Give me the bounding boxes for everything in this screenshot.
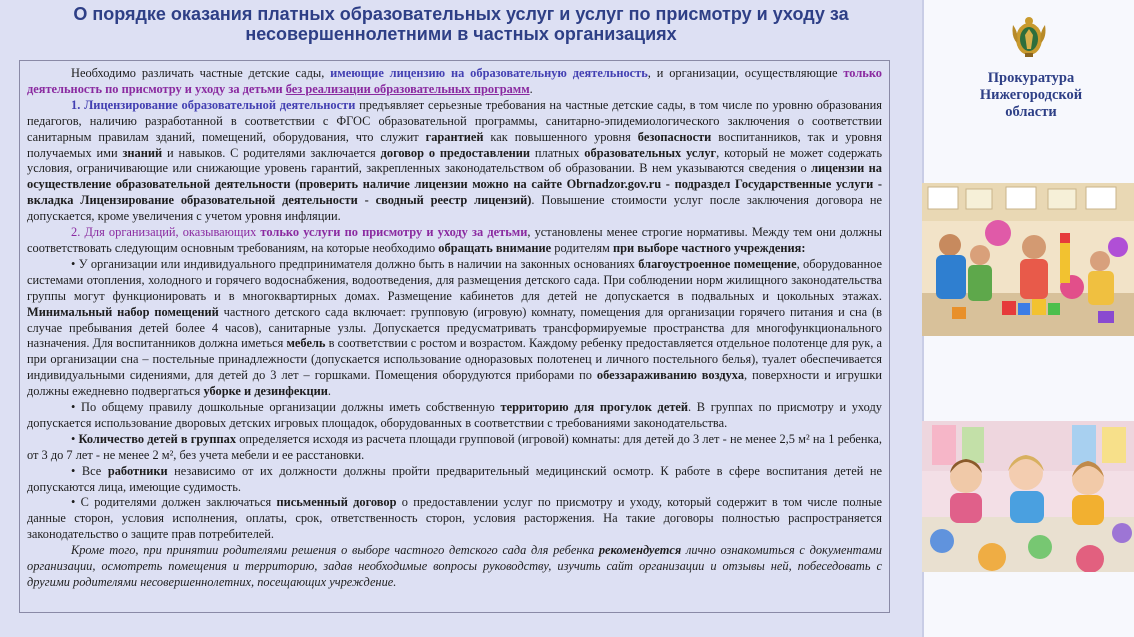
page-title-line2: несовершеннолетними в частных организациях: [245, 24, 677, 44]
paragraph-recommendation: [27, 543, 882, 591]
bullet-staff: [27, 464, 882, 496]
bold-fragment: благоустроенное помещение: [638, 256, 797, 271]
text-fragment: Кроме того, при принятии родителями решения о выборе частного детского сада для ребенка: [71, 543, 599, 558]
bullet-contract: [27, 495, 882, 543]
bold-fragment: договор о предоставлении: [380, 145, 531, 160]
organization-line: области: [1005, 104, 1057, 120]
bold-fragment: территорию для прогулок детей: [500, 400, 689, 415]
text-fragment: и навыков. С родителями заключается: [162, 145, 381, 160]
text-fragment: , и организации, осуществляющие: [647, 66, 844, 80]
paragraph-intro: [27, 66, 882, 98]
license-check-instructions: лицензии на осуществление образовательной деятельности (проверить наличие лицензии можно на сайте Obrnadzor.gov.ru - подраздел Государственные услуги - вкладка Лицензирование образовательной деятельности - сводный реестр лицензий): [27, 161, 882, 208]
text-fragment: •: [71, 431, 79, 446]
text-fragment: предъявляет серьезные требования на частные детские сады, в том числе по уровню образования педагогов, наличию разработанной в соответствии с ФГОС образовательной программы, санитарно-эпидемиологического заключения о соответствии санитарным правилам зданий, помещений, оборудования, что служит: [27, 97, 882, 144]
text-fragment: воспитанников, так и уровня получаемых ими: [27, 129, 883, 160]
highlight-care-only: только деятельность по присмотру и уходу за детьми: [27, 66, 883, 96]
bold-fragment: рекомендуется: [598, 543, 682, 558]
bold-fragment: образовательных услуг: [584, 145, 717, 160]
text-fragment: . Повышение стоимости услуг после заключения договора не допускается, кроме увеличения с учетом уровня инфляции.: [27, 193, 882, 224]
bold-fragment: Количество детей в группах: [78, 431, 237, 446]
bold-fragment: письменный договор: [276, 495, 397, 510]
bold-fragment: безопасности: [637, 129, 712, 144]
text-fragment: , поверхности и игрушки должны ежедневно подвергаться: [27, 368, 882, 399]
text-fragment: родителям: [551, 240, 613, 255]
highlight-licensed: имеющие лицензию на образовательную деятельность: [330, 66, 648, 80]
text-fragment: частного детского сада включает: групповую (игровую) комнату, помещения для организации горячего питания и сна (в случае пребывания детей более 4 часов), санитарные узлы. Допускается предусматривать трансформируемые пространства для многофункционального назначения. Для воспитанников должна иметься: [27, 304, 883, 351]
organization-line: Нижегородской: [979, 87, 1083, 103]
text-fragment: в соответствии с ростом и возрастом. Каждому ребенку предоставляется отдельное полотенце для рук, а при организации сна – постельные принадлежности (допускается использование одноразовых полотенец и личного постельного белья), туалет обеспечивается индивидуальными сидениями, для детей до 3 лет – горшками. Помещения оборудуются приборами по: [27, 336, 882, 383]
bold-fragment: обеззараживанию воздуха: [596, 368, 745, 383]
text-fragment: независимо от их должности должны пройти предварительный медицинский осмотр. К работе в сфере воспитания детей не допускаются лица, имеющие судимость.: [27, 463, 883, 494]
page-title-line1: О порядке оказания платных образовательных услуг и услуг по присмотру и уходу за: [73, 4, 849, 24]
page-title: [0, 4, 922, 44]
organization-line: Прокуратура: [987, 70, 1075, 86]
text-fragment: о предоставлении услуг по присмотру и уходу, который содержит в том числе полные данные сторон, условия исполнения, оплаты, срок, ответственность сторон, условия расторжения. На такие договоры полностью распространяется законодательство о защите прав потребителей.: [27, 495, 882, 542]
organization-name: [958, 70, 1104, 121]
bold-fragment: знаний: [122, 145, 163, 160]
text-fragment: .: [327, 384, 332, 399]
bold-fragment: мебель: [286, 336, 326, 351]
text-fragment: , установлены менее строгие нормативы. Между тем они должны соответствовать следующим основным требованиям, на которые необходимо: [27, 225, 882, 255]
bullet-premises: [27, 257, 882, 400]
bold-fragment: уборке и дезинфекции: [203, 384, 328, 399]
bold-fragment: работники: [107, 463, 168, 478]
prosecutor-emblem-icon: [1005, 13, 1053, 61]
text-fragment: Необходимо различать частные детские сады,: [71, 66, 331, 80]
text-fragment: лично ознакомиться с документами организации, осмотреть помещения и территорию, задав необходимые вопросы руководству, изучить сайт организации и отзывы ней, побеседовать с другими родителями несовершеннолетних, посещающих учреждение.: [27, 543, 882, 589]
bold-fragment: Минимальный набор помещений: [27, 304, 219, 319]
care-heading: 2. Для организаций, оказывающих: [71, 225, 261, 240]
bold-fragment: при выборе частного учреждения:: [612, 240, 806, 255]
highlight-care-only: только услуги по присмотру и уходу за детьми: [260, 225, 528, 240]
text-fragment: . В группах по присмотру и уходу допускается использование дворовых детских игровых площадок, оборудованных в соответствии с требованиями законодательства.: [27, 400, 882, 430]
bullet-territory: [27, 400, 882, 432]
bold-fragment: гарантией: [425, 129, 484, 144]
paragraph-licensing: [27, 98, 882, 225]
text-fragment: .: [529, 81, 533, 96]
children-playing-blocks-photo: [922, 183, 1134, 336]
text-fragment: , который не может содержать условия, ограничивающие или снижающие уровень гарантий, закрепленных законодательством об образовании. В нем указываются сведения о: [27, 145, 882, 176]
text-fragment: • По общему правилу дошкольные организации должны иметь собственную: [71, 400, 501, 415]
bold-fragment: обращать внимание: [438, 240, 552, 255]
licensing-heading: 1. Лицензирование образовательной деятельности: [71, 97, 356, 112]
text-fragment: определяется исходя из расчета площади групповой (игровой) комнаты: для детей до 3 лет - не менее 2,5 м² на 1 ребенка, от 3 до 7 лет - не менее 2 м², без учета мебели и ее расстановки.: [27, 431, 882, 462]
paragraph-care-services: [27, 225, 882, 257]
text-fragment: • С родителями должен заключаться: [71, 495, 277, 510]
highlight-no-programs: без реализации образовательных программ: [285, 81, 530, 96]
text-fragment: как повышенного уровня: [483, 129, 638, 144]
children-painting-photo: [922, 421, 1134, 572]
text-fragment: , оборудованное системами отопления, холодного и горячего водоснабжения, водоотведения, для размещения детского сада. При соблюдении норм жилищного законодательства группы могут функционировать и в многоквартирных домах. Размещение кабинетов для детей не допускается в подвальных и цокольных этажах.: [27, 256, 882, 303]
text-fragment: платных: [530, 145, 585, 160]
bullet-group-size: [27, 432, 882, 464]
main-text-box: [19, 60, 890, 613]
text-fragment: • Все: [71, 463, 108, 478]
text-fragment: • У организации или индивидуального предпринимателя должно быть в наличии на законных основаниях: [71, 256, 639, 271]
